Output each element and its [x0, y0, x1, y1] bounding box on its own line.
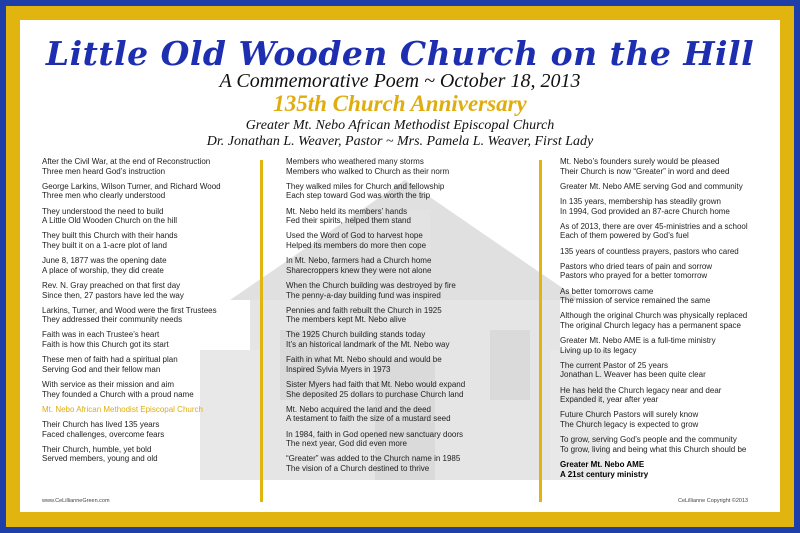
stanza [560, 222, 775, 241]
poem-line: Used the Word of God to harvest hope [286, 231, 423, 241]
poem-line: He has held the Church legacy near and dear [560, 385, 722, 395]
poem-line: The next year, God did even more [286, 439, 407, 449]
poster-title: Little Old Wooden Church on the Hill [45, 34, 755, 73]
poem-line: In 135 years, membership has steadily grown [560, 196, 721, 206]
poem-column-1 [42, 157, 254, 470]
poem-line: Sharecroppers knew they were not alone [286, 265, 432, 275]
poem-line: To grow, serving God’s people and the community [560, 435, 737, 445]
poem-line: These men of faith had a spiritual plan [42, 355, 178, 365]
poem-line: They built this Church with their hands [42, 231, 178, 241]
stanza [42, 281, 254, 300]
poem-line: A Little Old Wooden Church on the hill [42, 216, 178, 226]
poem-line: A place of worship, they did create [42, 265, 164, 275]
poem-line: Serving God and their fellow man [42, 364, 161, 374]
poem-line: Faith was in each Trustee’s heart [42, 330, 160, 340]
poem-line: June 8, 1877 was the opening date [42, 256, 167, 266]
pastor-line: Dr. Jonathan L. Weaver, Pastor ~ Mrs. Pamela L. Weaver, First Lady [206, 134, 594, 149]
stanza [560, 336, 775, 355]
poem-line: George Larkins, Wilson Turner, and Richard Wood [42, 181, 221, 191]
poem-line: Pastors who dried tears of pain and sorrow [560, 261, 713, 271]
poem-line: Their Church has lived 135 years [42, 420, 160, 429]
poem-line: Each step toward God was worth the trip [286, 191, 431, 201]
poem-line: Faith in what Mt. Nebo should and would be [286, 355, 442, 365]
poem-line: Mt. Nebo acquired the land and the deed [286, 404, 431, 414]
poem-line: When the Church building was destroyed by fire [286, 280, 456, 290]
poem-line: Their Church is now “Greater” in word and deed [560, 166, 730, 176]
poem-line: A testament to faith the size of a mustard seed [286, 414, 451, 424]
stanza [42, 330, 254, 349]
poem-line: Greater Mt. Nebo AME [560, 459, 645, 469]
stanza [560, 182, 775, 192]
stanza [42, 157, 254, 176]
poem-line: Fed their spirits, helped them stand [286, 216, 411, 226]
stanza [286, 231, 536, 250]
poem-line: As of 2013, there are over 45-ministries and a school [560, 221, 748, 231]
poem-line: The original Church legacy has a permanent space [560, 320, 741, 330]
poem-line: Helped its members do more then cope [286, 240, 427, 250]
stanza [286, 330, 536, 349]
stanza [560, 311, 775, 330]
stanza [286, 430, 536, 449]
stanza [286, 281, 536, 300]
stanza [42, 355, 254, 374]
poem-line: They addressed their community needs [42, 315, 183, 325]
poem-line: Although the original Church was physically replaced [560, 311, 748, 321]
poem-line: The penny-a-day building fund was inspired [286, 290, 441, 300]
poem-column-2 [286, 157, 536, 479]
poem-line: Greater Mt. Nebo AME is a full-time ministry [560, 336, 716, 346]
poem-line: She deposited 25 dollars to purchase Church land [286, 389, 464, 399]
stanza [42, 420, 254, 439]
poem-line: A 21st century ministry [560, 469, 649, 479]
stanza-highlight [42, 405, 254, 415]
poem-line: After the Civil War, at the end of Reconstruction [42, 157, 211, 166]
stanza [42, 182, 254, 201]
poem-line: To grow, living and being what this Church should be [560, 444, 747, 454]
poem-line: Mt. Nebo held its members’ hands [286, 206, 408, 216]
poem-line: They built it on a 1-acre plot of land [42, 240, 167, 250]
stanza [42, 306, 254, 325]
stanza [560, 262, 775, 281]
poem-line: Members who weathered many storms [286, 157, 424, 166]
poem-line: Sister Myers had faith that Mt. Nebo would expand [286, 380, 466, 390]
stanza [42, 445, 254, 464]
stanza [286, 207, 536, 226]
poem-column-3 [560, 157, 775, 485]
stanza [560, 410, 775, 429]
poem-line: With service as their mission and aim [42, 380, 175, 390]
stanza [42, 380, 254, 399]
poem-line: The current Pastor of 25 years [560, 360, 669, 370]
poem-line: 135 years of countless prayers, pastors who cared [560, 246, 739, 256]
poem-line: Larkins, Turner, and Wood were the first Trustees [42, 305, 217, 315]
footer-website: www.CeLillianneGreen.com [42, 498, 110, 504]
poem-line: The mission of service remained the same [560, 296, 711, 306]
column-divider-right [539, 160, 542, 502]
poem-line: They walked miles for Church and fellowship [286, 181, 445, 191]
poem-line: Their Church, humble, yet bold [42, 444, 152, 454]
poem-line: Served members, young and old [42, 454, 158, 464]
poem-line: They founded a Church with a proud name [42, 389, 194, 399]
stanza [286, 380, 536, 399]
poem-line: Faced challenges, overcome fears [42, 429, 165, 439]
poem-line: Living up to its legacy [560, 345, 637, 355]
stanza [286, 306, 536, 325]
poem-line: In 1994, God provided an 87-acre Church home [560, 206, 730, 216]
stanza [42, 256, 254, 275]
poem-line: Pennies and faith rebuilt the Church in 1925 [286, 305, 442, 315]
poem-line: Three men heard God’s instruction [42, 166, 166, 176]
poem-line: Three men who clearly understood [42, 191, 166, 201]
stanza [560, 386, 775, 405]
church-name: Greater Mt. Nebo African Methodist Episcopal Church [245, 118, 555, 133]
poem-line: They understood the need to build [42, 206, 164, 216]
stanza [42, 207, 254, 226]
column-divider-left [260, 160, 263, 502]
anniversary-heading: 135th Church Anniversary [273, 91, 527, 116]
poem-line: The vision of a Church destined to thrive [286, 463, 430, 473]
poem-line: Greater Mt. Nebo AME serving God and community [560, 181, 743, 191]
stanza [286, 454, 536, 473]
poem-line: In Mt. Nebo, farmers had a Church home [286, 256, 432, 266]
stanza [560, 247, 775, 257]
stanza [286, 157, 536, 176]
poem-line: Each of them powered by God’s fuel [560, 231, 689, 241]
stanza [560, 361, 775, 380]
poem-line: Future Church Pastors will surely know [560, 410, 699, 420]
poem-line: Rev. N. Gray preached on that first day [42, 280, 181, 290]
poem-line: As better tomorrows came [560, 286, 654, 296]
stanza [286, 405, 536, 424]
footer-copyright: CeLillianne Copyright ©2013 [678, 498, 749, 504]
poem-line: Inspired Sylvia Myers in 1973 [286, 364, 391, 374]
poem-line: Members who walked to Church as their norm [286, 166, 450, 176]
stanza [560, 287, 775, 306]
poem-line: The Church legacy is expected to grow [560, 420, 699, 429]
poem-line: The 1925 Church building stands today [286, 330, 426, 340]
poem-line: The members kept Mt. Nebo alive [286, 315, 407, 325]
stanza [560, 157, 775, 176]
stanza-closing [560, 460, 775, 479]
poem-line: Mt. Nebo African Methodist Episcopal Church [42, 404, 203, 414]
poem-line: Jonathan L. Weaver has been quite clear [560, 370, 706, 380]
poem-line: In 1984, faith in God opened new sanctuary doors [286, 429, 464, 439]
poem-line: Faith is how this Church got its start [42, 340, 169, 350]
stanza [286, 256, 536, 275]
poster-paper [20, 20, 780, 512]
poem-line: Mt. Nebo’s founders surely would be pleased [560, 157, 720, 166]
poem-line: “Greater” was added to the Church name in 1985 [286, 454, 461, 464]
poster-subtitle: A Commemorative Poem ~ October 18, 2013 [219, 70, 581, 92]
poem-line: Expanded it, year after year [560, 395, 659, 405]
stanza [42, 231, 254, 250]
stanza [560, 197, 775, 216]
poem-line: Pastors who prayed for a better tomorrow [560, 271, 708, 281]
poem-line: It’s an historical landmark of the Mt. Nebo way [286, 340, 450, 350]
poem-line: Since then, 27 pastors have led the way [42, 290, 184, 300]
stanza [560, 435, 775, 454]
stanza [286, 182, 536, 201]
stanza [286, 355, 536, 374]
